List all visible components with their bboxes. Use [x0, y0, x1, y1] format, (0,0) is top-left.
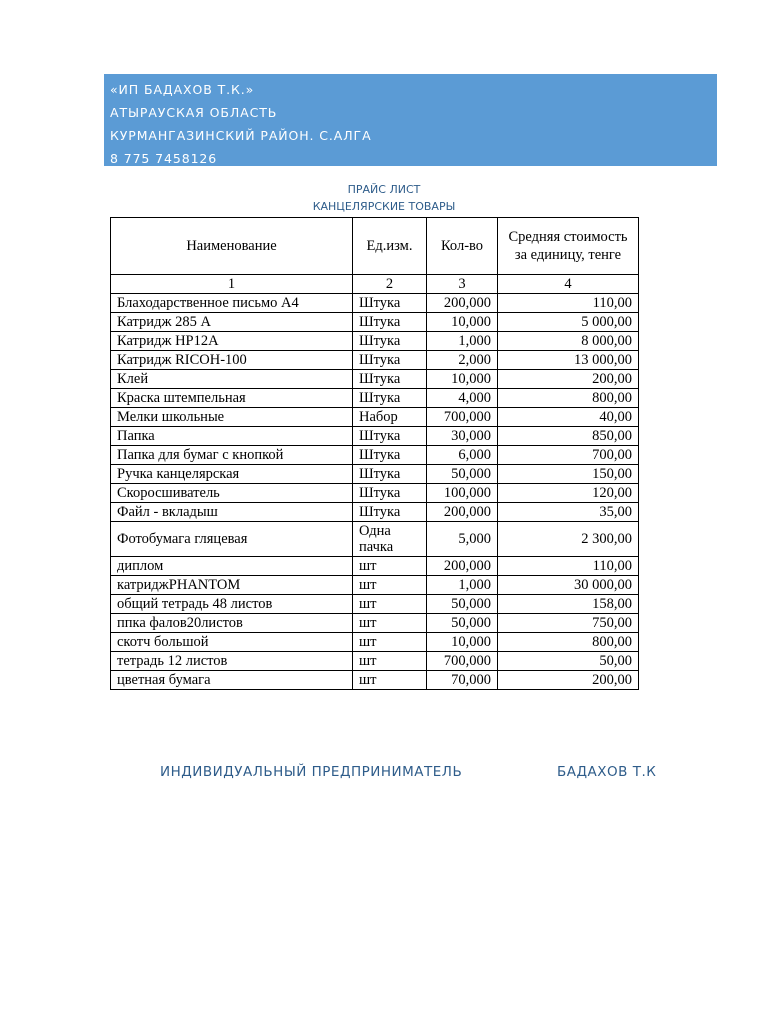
table-row: [111, 389, 639, 408]
cell-unit: Штука: [353, 446, 427, 465]
cell-item-name: Ручка канцелярская: [111, 465, 353, 484]
cell-quantity: 10,000: [427, 633, 498, 652]
cell-item-name: Блаходарственное письмо А4: [111, 294, 353, 313]
table-header-row: [111, 218, 639, 275]
cell-quantity: 70,000: [427, 671, 498, 690]
cell-unit-price: 110,00: [498, 557, 639, 576]
cell-quantity: 10,000: [427, 370, 498, 389]
column-number: 3: [427, 275, 498, 294]
table-row: [111, 484, 639, 503]
cell-unit-price: 800,00: [498, 389, 639, 408]
cell-item-name: Клей: [111, 370, 353, 389]
column-number: 2: [353, 275, 427, 294]
column-header-price: Средняя стоимость за единицу, тенге: [498, 218, 639, 275]
cell-unit: Набор: [353, 408, 427, 427]
cell-quantity: 700,000: [427, 652, 498, 671]
cell-quantity: 700,000: [427, 408, 498, 427]
cell-quantity: 200,000: [427, 557, 498, 576]
cell-unit: Штука: [353, 294, 427, 313]
table-row: [111, 633, 639, 652]
company-region: АТЫРАУСКАЯ ОБЛАСТЬ: [110, 105, 278, 120]
price-table: [110, 217, 639, 690]
cell-unit-price: 110,00: [498, 294, 639, 313]
table-row: [111, 427, 639, 446]
column-number: 4: [498, 275, 639, 294]
table-row: [111, 576, 639, 595]
cell-item-name: Краска штемпельная: [111, 389, 353, 408]
cell-unit: Штука: [353, 465, 427, 484]
company-header: [104, 74, 717, 166]
table-row: [111, 671, 639, 690]
cell-quantity: 50,000: [427, 595, 498, 614]
table-row: [111, 370, 639, 389]
table-row: [111, 595, 639, 614]
cell-unit: шт: [353, 633, 427, 652]
table-row: [111, 313, 639, 332]
cell-unit-price: 158,00: [498, 595, 639, 614]
cell-unit-price: 35,00: [498, 503, 639, 522]
cell-unit-price: 120,00: [498, 484, 639, 503]
cell-quantity: 2,000: [427, 351, 498, 370]
column-header-quantity: Кол-во: [427, 218, 498, 275]
cell-item-name: катриджPHANTOM: [111, 576, 353, 595]
table-row: [111, 614, 639, 633]
cell-quantity: 100,000: [427, 484, 498, 503]
cell-unit-price: 150,00: [498, 465, 639, 484]
cell-unit-price: 750,00: [498, 614, 639, 633]
cell-unit-price: 200,00: [498, 671, 639, 690]
cell-quantity: 10,000: [427, 313, 498, 332]
table-row: [111, 557, 639, 576]
cell-unit: шт: [353, 652, 427, 671]
cell-item-name: цветная бумага: [111, 671, 353, 690]
cell-unit: Штука: [353, 389, 427, 408]
cell-quantity: 5,000: [427, 522, 498, 557]
cell-quantity: 1,000: [427, 576, 498, 595]
cell-item-name: Скоросшиватель: [111, 484, 353, 503]
cell-item-name: Катридж HP12A: [111, 332, 353, 351]
document-title: ПРАЙС ЛИСТ: [347, 183, 421, 196]
cell-item-name: Папка для бумаг с кнопкой: [111, 446, 353, 465]
cell-item-name: Катридж 285 А: [111, 313, 353, 332]
table-row: [111, 351, 639, 370]
company-phone: 8 775 7458126: [110, 151, 218, 166]
table-row: [111, 522, 639, 557]
cell-quantity: 200,000: [427, 294, 498, 313]
cell-quantity: 4,000: [427, 389, 498, 408]
cell-quantity: 50,000: [427, 614, 498, 633]
cell-unit-price: 50,00: [498, 652, 639, 671]
document-subtitle: КАНЦЕЛЯРСКИЕ ТОВАРЫ: [312, 200, 456, 213]
cell-unit-price: 850,00: [498, 427, 639, 446]
cell-unit: Штука: [353, 332, 427, 351]
signature-name: БАДАХОВ Т.К: [557, 764, 657, 780]
column-number: 1: [111, 275, 353, 294]
cell-item-name: тетрадь 12 листов: [111, 652, 353, 671]
cell-unit: шт: [353, 576, 427, 595]
cell-unit: Штука: [353, 370, 427, 389]
cell-item-name: Файл - вкладыш: [111, 503, 353, 522]
table-row: [111, 294, 639, 313]
table-row: [111, 465, 639, 484]
cell-unit: Штука: [353, 427, 427, 446]
cell-quantity: 30,000: [427, 427, 498, 446]
cell-unit: шт: [353, 595, 427, 614]
cell-unit: Штука: [353, 313, 427, 332]
cell-item-name: ппка фалов20листов: [111, 614, 353, 633]
column-numbers-row: [111, 275, 639, 294]
cell-unit-price: 5 000,00: [498, 313, 639, 332]
table-row: [111, 408, 639, 427]
cell-unit-price: 40,00: [498, 408, 639, 427]
cell-unit: Штука: [353, 503, 427, 522]
column-header-unit: Ед.изм.: [353, 218, 427, 275]
cell-unit-price: 2 300,00: [498, 522, 639, 557]
signature-title: ИНДИВИДУАЛЬНЫЙ ПРЕДПРИНИМАТЕЛЬ: [160, 764, 463, 780]
cell-unit: Штука: [353, 351, 427, 370]
cell-unit-price: 13 000,00: [498, 351, 639, 370]
column-header-name: Наименование: [111, 218, 353, 275]
company-name: «ИП БАДАХОВ Т.К.»: [110, 82, 255, 97]
cell-item-name: Папка: [111, 427, 353, 446]
cell-unit-price: 800,00: [498, 633, 639, 652]
cell-unit: шт: [353, 671, 427, 690]
cell-unit-price: 700,00: [498, 446, 639, 465]
cell-item-name: Фотобумага гляцевая: [111, 522, 353, 557]
cell-quantity: 200,000: [427, 503, 498, 522]
table-row: [111, 652, 639, 671]
cell-quantity: 1,000: [427, 332, 498, 351]
cell-unit: Штука: [353, 484, 427, 503]
cell-unit-price: 30 000,00: [498, 576, 639, 595]
cell-unit: Одна пачка: [353, 522, 427, 557]
cell-item-name: Мелки школьные: [111, 408, 353, 427]
cell-unit-price: 200,00: [498, 370, 639, 389]
cell-unit: шт: [353, 614, 427, 633]
cell-unit-price: 8 000,00: [498, 332, 639, 351]
cell-item-name: общий тетрадь 48 листов: [111, 595, 353, 614]
cell-quantity: 6,000: [427, 446, 498, 465]
table-row: [111, 446, 639, 465]
cell-item-name: скотч большой: [111, 633, 353, 652]
cell-item-name: Катридж RICOH-100: [111, 351, 353, 370]
table-row: [111, 332, 639, 351]
cell-unit: шт: [353, 557, 427, 576]
table-row: [111, 503, 639, 522]
cell-quantity: 50,000: [427, 465, 498, 484]
company-district: КУРМАНГАЗИНСКИЙ РАЙОН. С.АЛГА: [110, 128, 372, 143]
cell-item-name: диплом: [111, 557, 353, 576]
